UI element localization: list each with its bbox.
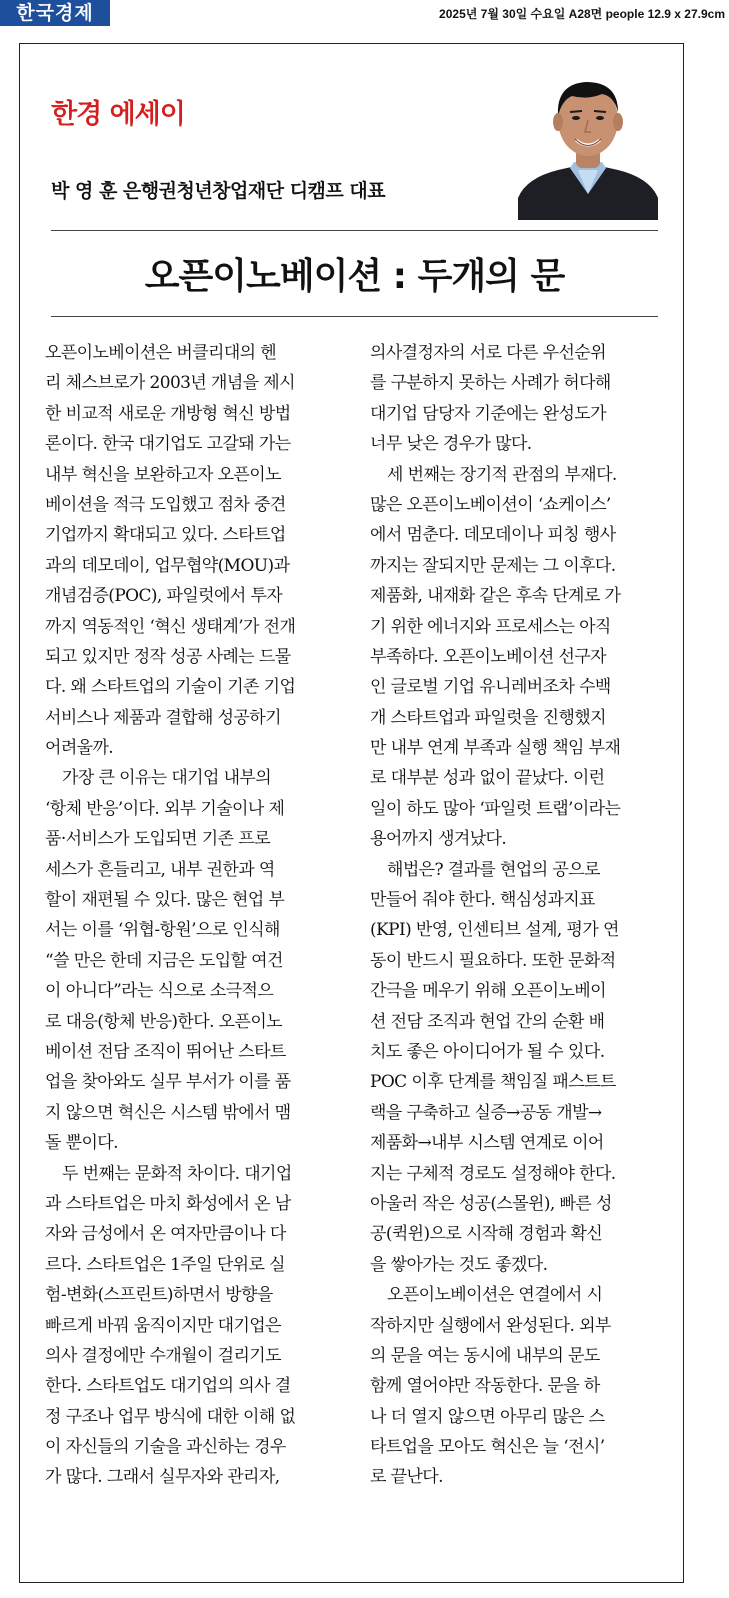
article-title: 오픈이노베이션 : 두개의 문 — [144, 256, 565, 297]
body-text-line: 리 체스브로가 2003년 개념을 제시 — [45, 373, 295, 394]
newspaper-logo: 한국경제 — [0, 0, 110, 26]
body-text-line: 개념검증(POC), 파일럿에서 투자 — [45, 586, 283, 607]
body-text-line: 대기업 담당자 기준에는 완성도가 — [370, 403, 606, 424]
body-text-line: 만 내부 연계 부족과 실행 책임 부재 — [370, 738, 621, 759]
body-text-line: 해법은? 결과를 현업의 공으로 — [387, 859, 600, 880]
body-text-line: 의사결정자의 서로 다른 우선순위 — [370, 343, 606, 363]
body-text-line: 인 글로벌 기업 유니레버조차 수백 — [370, 677, 611, 698]
body-text-line: 너무 낮은 경우가 많다. — [370, 434, 532, 455]
author-byline: 박 영 훈 은행권청년창업재단 디캠프 대표 — [51, 180, 386, 202]
body-text-line: 되고 있지만 정작 성공 사례는 드물 — [45, 646, 291, 667]
body-text-line: 빠르게 바꿔 움직이지만 대기업은 — [45, 1315, 281, 1336]
body-text-line: 과의 데모데이, 업무협약(MOU)과 — [45, 555, 290, 576]
body-text-line: 개 스타트업과 파일럿을 진행했지 — [370, 707, 606, 728]
body-text-line: 지 않으면 혁신은 시스템 밖에서 맴 — [45, 1102, 291, 1123]
body-text-line: 간극을 메우기 위해 오픈이노베이 — [370, 981, 606, 1002]
body-text-line: 돌 뿐이다. — [45, 1133, 118, 1154]
body-text-line: 한다. 스타트업도 대기업의 의사 결 — [45, 1376, 291, 1397]
author-portrait — [518, 70, 658, 220]
body-text-line: 동이 반드시 필요하다. 또한 문화적 — [370, 950, 616, 971]
body-text-line: 두 번째는 문화적 차이다. 대기업 — [62, 1163, 292, 1184]
body-text-line: 을 쌓아가는 것도 좋겠다. — [370, 1254, 548, 1275]
body-text-line: 함께 열어야만 작동한다. 문을 하 — [370, 1376, 600, 1397]
article-body-column-left — [45, 338, 341, 1493]
body-text-line: 기 위한 에너지와 프로세스는 아직 — [370, 616, 611, 637]
body-text-line: 정 구조나 업무 방식에 대한 이해 없 — [45, 1406, 296, 1427]
body-text-line: 용어까지 생겨났다. — [370, 829, 507, 850]
masthead-bar — [0, 0, 729, 26]
body-text-line: 오픈이노베이션은 연결에서 시 — [387, 1285, 603, 1306]
body-text-line: 가 많다. 그래서 실무자와 관리자, — [45, 1467, 280, 1488]
section-label: 한경 에세이 — [51, 99, 185, 130]
body-text-line: 션 전담 조직과 현업 간의 순환 배 — [370, 1011, 605, 1032]
body-text-line: 제품화→내부 시스템 연계로 이어 — [370, 1133, 604, 1154]
body-text-line: 이 자신들의 기술을 과신하는 경우 — [45, 1437, 286, 1458]
body-text-line: 까지 역동적인 ‘혁신 생태계’가 전개 — [45, 616, 296, 637]
body-text-line: 가장 큰 이유는 대기업 내부의 — [62, 768, 272, 789]
body-text-line: 일이 하도 많아 ‘파일럿 트랩’이라는 — [370, 798, 621, 819]
body-text-line: 한 비교적 새로운 개방형 혁신 방법 — [45, 403, 291, 424]
body-text-line: 랙을 구축하고 실증→공동 개발→ — [370, 1102, 602, 1123]
body-text-line: 자와 금성에서 온 여자만큼이나 다 — [45, 1224, 286, 1245]
body-text-line: 세스가 흔들리고, 내부 권한과 역 — [45, 859, 275, 880]
body-text-line: POC 이후 단계를 책임질 패스트트 — [370, 1072, 616, 1093]
body-text-line: 서비스나 제품과 결합해 성공하기 — [45, 707, 281, 728]
body-text-line: “쓸 만은 한데 지금은 도입할 여건 — [45, 950, 283, 971]
body-text-line: 론이다. 한국 대기업도 고갈돼 가는 — [45, 434, 291, 455]
body-text-line: 로 대부분 성과 없이 끝났다. 이런 — [370, 768, 605, 789]
body-text-line: 많은 오픈이노베이션이 ‘쇼케이스’ — [370, 494, 611, 515]
body-text-line: 세 번째는 장기적 관점의 부재다. — [387, 464, 617, 485]
body-text-line: 오픈이노베이션은 버클리대의 헨 — [45, 343, 277, 363]
body-text-line: 업을 찾아와도 실무 부서가 이를 품 — [45, 1072, 291, 1093]
body-text-line: 다. 왜 스타트업의 기술이 기존 기업 — [45, 677, 296, 698]
body-text-line: 작하지만 실행에서 완성된다. 외부 — [370, 1315, 611, 1336]
body-text-line: 의 문을 여는 동시에 내부의 문도 — [370, 1345, 600, 1366]
body-text-line: 로 대응(항체 반응)한다. 오픈이노 — [45, 1011, 282, 1032]
body-text-line: 서는 이를 ‘위협-항원’으로 인식해 — [45, 920, 280, 941]
body-text-line: 이 아니다”라는 식으로 소극적으 — [45, 981, 274, 1002]
body-text-line: 만들어 줘야 한다. 핵심성과지표 — [370, 890, 595, 911]
body-text-line: 타트업을 모아도 혁신은 늘 ‘전시’ — [370, 1437, 605, 1458]
body-text-line: 과 스타트업은 마치 화성에서 온 남 — [45, 1193, 291, 1214]
body-text-line: 험-변화(스프린트)하면서 방향을 — [45, 1285, 273, 1306]
body-text-line: 지는 구체적 경로도 설정해야 한다. — [370, 1163, 616, 1184]
body-text-line: 아울러 작은 성공(스몰윈), 빠른 성 — [370, 1193, 612, 1214]
author-portrait-image — [518, 70, 658, 220]
body-text-line: 품·서비스가 도입되면 기존 프로 — [45, 829, 270, 850]
body-text-line: 로 끝난다. — [370, 1467, 443, 1488]
body-text-line: 내부 혁신을 보완하고자 오픈이노 — [45, 464, 281, 485]
body-text-line: 기업까지 확대되고 있다. 스타트업 — [45, 525, 286, 546]
body-text-line: 공(퀵윈)으로 시작해 경험과 확신 — [370, 1224, 603, 1245]
body-text-line: 치도 좋은 아이디어가 될 수 있다. — [370, 1041, 605, 1062]
body-text-line: 할이 재편될 수 있다. 많은 현업 부 — [45, 890, 285, 911]
body-text-line: 까지는 잘되지만 문제는 그 이후다. — [370, 555, 616, 576]
body-text-line: 나 더 열지 않으면 아무리 많은 스 — [370, 1406, 605, 1427]
body-text-line: 베이션을 적극 도입했고 점차 중견 — [45, 494, 286, 515]
publication-info: 2025년 7월 30일 수요일 A28면 people 12.9 x 27.9cm — [439, 7, 725, 21]
body-text-line: 를 구분하지 못하는 사례가 허다해 — [370, 373, 611, 394]
body-text-line: 부족하다. 오픈이노베이션 선구자 — [370, 646, 606, 667]
headline-rule-top — [51, 230, 658, 231]
body-text-line: 에서 멈춘다. 데모데이나 피칭 행사 — [370, 525, 616, 546]
body-text-line: 르다. 스타트업은 1주일 단위로 실 — [45, 1254, 285, 1275]
body-text-line: 의사 결정에만 수개월이 걸리기도 — [45, 1345, 281, 1366]
body-text-line: ‘항체 반응’이다. 외부 기술이나 제 — [45, 798, 285, 819]
headline-rule-bottom — [51, 316, 658, 317]
article-body-column-right — [370, 338, 666, 1493]
body-text-line: (KPI) 반영, 인센티브 설계, 평가 연 — [370, 920, 619, 941]
body-text-line: 어려울까. — [45, 738, 114, 759]
body-text-line: 베이션 전담 조직이 뛰어난 스타트 — [45, 1041, 286, 1062]
body-text-line: 제품화, 내재화 같은 후속 단계로 가 — [370, 586, 621, 607]
